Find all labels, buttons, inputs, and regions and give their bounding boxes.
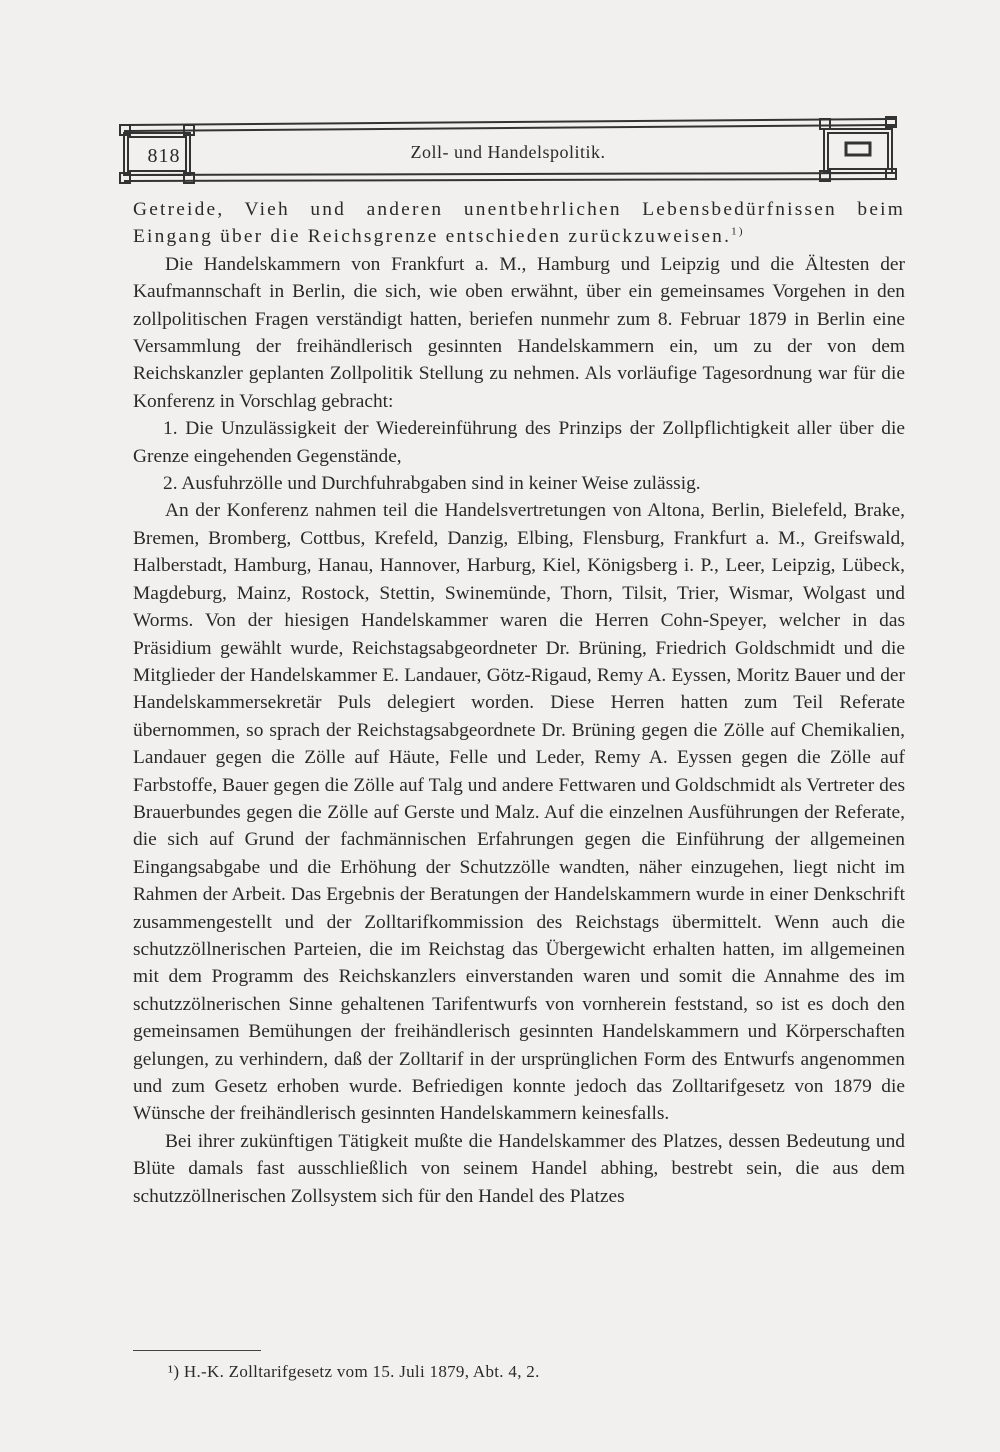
page-header [118,115,900,187]
agenda-item-1: 1. Die Unzulässigkeit der Wiedereinführung des Prinzips der Zollpflichtigkeit aller über die Grenze eingehenden Gegenstände, [133,418,905,467]
running-title: Zoll- und Handelspolitik. [410,142,606,162]
footnote-marker: 1) [731,225,745,238]
page-number: 818 [147,145,181,167]
paragraph-6: Bei ihrer zukünftigen Tätigkeit mußte die Handelskammer des Platzes, dessen Bedeutung und Blüte damals fast ausschließlich von seinem Handel abhing, bestrebt sein, die aus dem schutzzöllnerischen Zollsystem sich für den Handel des Platzes [133,1130,905,1207]
footnote: ¹) H.-K. Zolltarifgesetz vom 15. Juli 1879, Abt. 4, 2. [168,1362,540,1381]
agenda-item-2: 2. Ausfuhrzölle und Durchfuhrabgaben sind in keiner Weise zulässig. [163,473,701,495]
paragraph-2: Die Handelskammern von Frankfurt a. M., Hamburg und Leipzig und die Ältesten der Kaufmannschaft in Berlin, die sich, wie oben erwähnt, über ein gemeinsames Vorgehen in den zollpolitischen Fragen verständigt hatten, beriefen nunmehr zum 8. Februar 1879 in Berlin eine Versammlung der freihändlerisch gesinnten Handelskammern ein, um zu der von dem Reichskanzler geplanten Zollpolitik Stellung zu nehmen. Als vorläufige Tagesordnung war für die Konferenz in Vorschlag gebracht: [133,253,905,412]
footnote-rule [133,1350,261,1351]
paragraph-5: An der Konferenz nahmen teil die Handelsvertretungen von Altona, Berlin, Bielefeld, Brake, Bremen, Bromberg, Cottbus, Krefeld, Danzig, Elbing, Flensburg, Frankfurt a. M., Greifswald, Halberstadt, Hamburg, Hanau, Hannover, Harburg, Kiel, Königsberg i. P., Leer, Leipzig, Lübeck, Magdeburg, Mainz, Rostock, Stettin, Swinemünde, Thorn, Tilsit, Trier, Wismar, Wolgast und Worms. Von der hiesigen Handelskammer waren die Herren Cohn-Speyer, welcher in das Präsidium gewählt wurde, Reichstagsabgeordneter Dr. Brüning, Friedrich Goldschmidt und die Mitglieder der Handelskammer E. Landauer, Götz-Rigaud, Remy A. Eyssen, Moritz Bauer und der Handelskammersekretär Puls delegiert worden. Diese Herren hatten zum Teil Referate übernommen, so sprach der Reichstagsabgeordnete Dr. Brüning gegen die Zölle auf Chemikalien, Landauer gegen die Zölle auf Häute, Felle und Leder, Remy A. Eyssen gegen die Zölle auf Farbstoffe, Bauer gegen die Zölle auf Talg und andere Fettwaren und Goldschmidt als Vertreter des Brauerbundes gegen die Zölle auf Gerste und Malz. Auf die einzelnen Ausführungen der Referate, die sich auf Grund der fachmännischen Erfahrungen gegen die Einführung der allgemeinen Eingangsabgabe und die Erhöhung der Schutzzölle wandten, näher einzugehen, liegt nicht im Rahmen der Arbeit. Das Ergebnis der Beratungen der Handelskammern wurde in einer Denkschrift zusammengestellt und der Zolltarifkommission des Reichstags übermittelt. Wenn auch die schutzzöllnerischen Parteien, die im Reichstag das Übergewicht erhalten hatten, im allgemeinen mit dem Programm des Reichskanzlers einverstanden waren und somit die Annahme des im schutzzölnerischen Sinne gehaltenen Tarifentwurfs von vornherein feststand, so ist es doch den gemeinsamen Bemühungen der freihändlerisch gesinnten Handelskammern und Körperschaften gelungen, zu verhindern, daß der Zolltarif in der ursprünglichen Form des Entwurfs angenommen und zum Gesetz erhoben wurde. Befriedigen konnte jedoch das Zolltarifgesetz von 1879 die Wünsche der freihändlerisch gesinnten Handelskammern keinesfalls. [133,500,905,1125]
paragraph-1 [133,196,905,251]
body-text [133,196,905,1210]
paragraph-1-text: Getreide, Vieh und anderen unentbehrlichen Lebensbedürfnissen beim Eingang über die Reichsgrenze entschieden zurückzuweisen. [133,199,905,248]
